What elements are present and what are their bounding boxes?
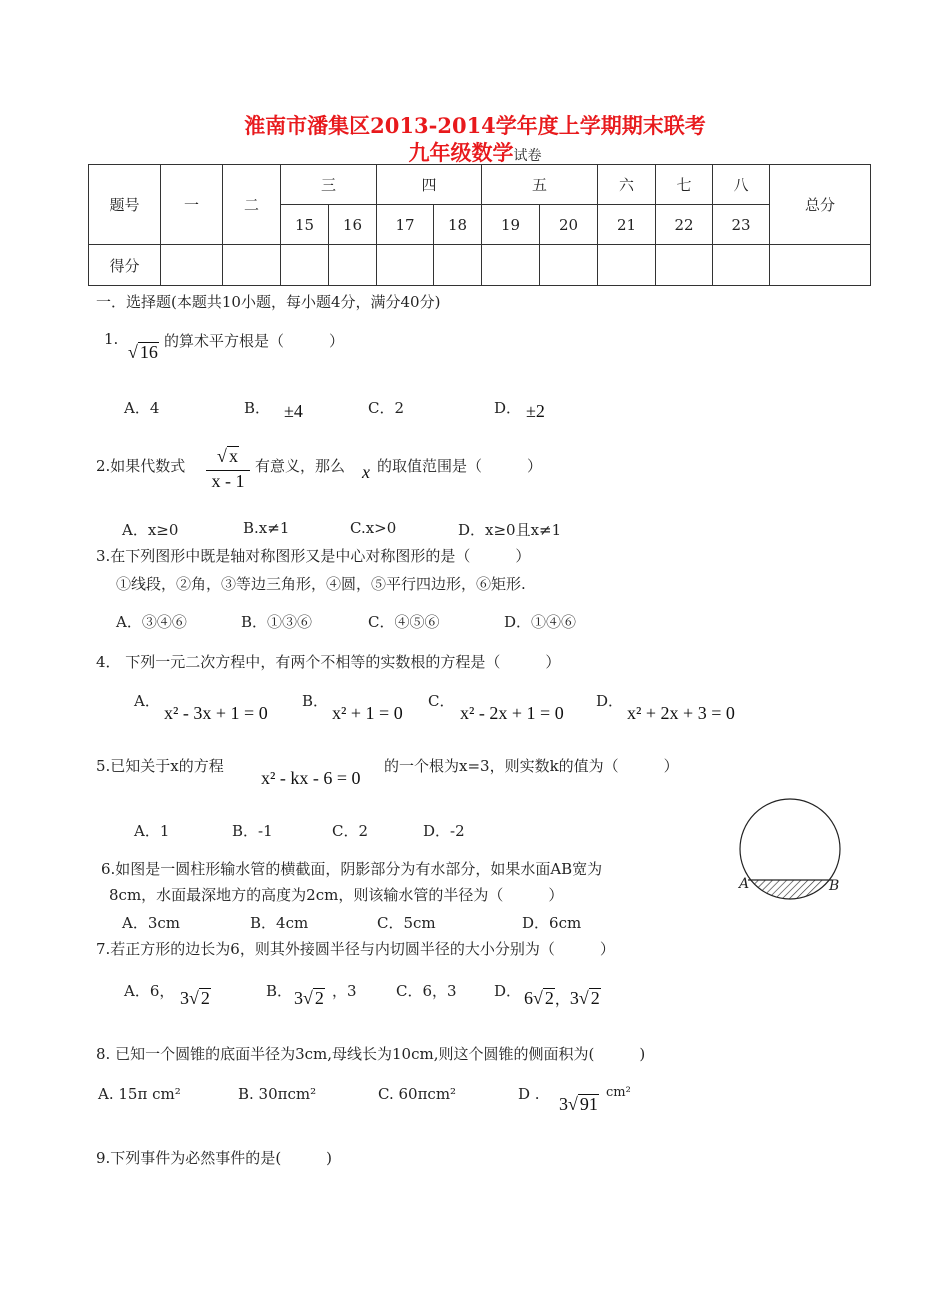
q7-option-b-tail: ，3 [332,982,357,1000]
q5-option-c: C．2 [332,822,369,840]
q7-d-coef1: 6 [524,988,533,1008]
q1-radical [128,342,159,363]
q8-option-c: C. 60πcm² [378,1085,457,1103]
q6-option-c: C．5cm [377,914,436,932]
q7-option-d-math [524,988,601,1009]
q2-prefix: 2.如果代数式 [96,457,186,475]
sqrt-icon: √ [303,988,313,1008]
section-4: 四 [377,165,482,205]
q5-math: x² - kx - 6 = 0 [261,768,361,788]
q7-option-d-label: D． [494,982,522,1000]
q7-b-radicand: 2 [314,988,324,1008]
qnum-22: 22 [656,205,713,245]
score-cell[interactable] [713,245,770,286]
q8-option-d-label: D . [518,1085,540,1103]
q8-d-coef: 3 [559,1094,568,1114]
q4-option-c-math: x² - 2x + 1 = 0 [460,703,564,723]
section-2: 二 [223,165,281,245]
score-cell[interactable] [598,245,656,286]
section-5: 五 [482,165,598,205]
score-cell[interactable] [482,245,540,286]
q7-option-a-math [180,988,211,1009]
q1-option-c: C．2 [368,399,405,417]
q2-fraction [206,446,250,492]
qnum-16: 16 [329,205,377,245]
q1-option-b-label: B． [244,399,271,417]
q3-option-a: A．③④⑥ [116,613,187,631]
q1-number: 1. [104,330,119,348]
q7-a-coef: 3 [180,988,189,1008]
q2-numerator [206,446,250,467]
q4-option-d-label: D． [596,692,624,710]
section-8: 八 [713,165,770,205]
score-cell[interactable] [377,245,434,286]
q5-option-b: B．-1 [232,822,273,840]
score-cell[interactable] [223,245,281,286]
q7-option-b-math [294,988,325,1009]
q2-var: x [362,462,370,482]
exam-title: 淮南市潘集区2013-2014学年度上学期期末联考 [244,113,706,138]
q7-d-coef2: 3 [569,988,579,1008]
q1-option-b-math: ±4 [284,401,303,421]
sqrt-icon: √ [533,988,543,1008]
q1-text: 的算术平方根是（ ） [164,332,345,350]
q8-d-radicand: 91 [579,1094,598,1114]
q1-radicand: 16 [139,342,158,362]
q7-b-coef: 3 [294,988,303,1008]
section-1: 一 [161,165,223,245]
q2-option-a: A．x≥0 [122,521,179,539]
q6-option-d: D．6cm [522,914,582,932]
q4-option-c-label: C． [428,692,455,710]
score-cell[interactable] [281,245,329,286]
qnum-21: 21 [598,205,656,245]
score-cell[interactable] [656,245,713,286]
q8-option-d-math [559,1094,599,1115]
sqrt-icon: √ [568,1094,578,1114]
q7-d-radicand1: 2 [544,988,554,1008]
q2-suffix: 的取值范围是（ ） [377,457,543,475]
exam-subtitle [0,137,950,167]
q4-option-a-math: x² - 3x + 1 = 0 [164,703,268,723]
sqrt-icon: √ [128,342,138,362]
sqrt-icon: √ [189,988,199,1008]
q1-option-a: A．4 [124,399,160,417]
q1-option-d-math: ±2 [526,401,545,421]
sqrt-icon: √ [578,988,589,1008]
q7-option-b-label: B． [266,982,293,1000]
q2-mid: 有意义，那么 [255,457,346,475]
section-heading: 一．选择题(本题共10小题，每小题4分，满分40分) [96,293,441,311]
qnum-17: 17 [377,205,434,245]
qnum-18: 18 [434,205,482,245]
q6-line1: 6.如图是一圆柱形输水管的横截面，阴影部分为有水部分，如果水面AB宽为 [101,860,603,878]
q8-option-b: B. 30πcm² [238,1085,317,1103]
q3-text: 3.在下列图形中既是轴对称图形又是中心对称图形的是（ ） [96,547,531,565]
subtitle-suffix: 试卷 [513,148,542,164]
figure-label-b: B [829,878,840,894]
q3-option-c: C．④⑤⑥ [368,613,440,631]
score-cell[interactable] [161,245,223,286]
q6-line2: 8cm，水面最深地方的高度为2cm，则该输水管的半径为（ ） [109,886,564,904]
q4-text: 4． 下列一元二次方程中，有两个不相等的实数根的方程是（ ） [96,653,561,671]
score-table [88,164,871,286]
score-cell[interactable] [770,245,871,286]
sqrt-icon: √ [217,446,227,466]
q6-option-b: B．4cm [250,914,309,932]
q2-option-b: B.x≠1 [243,519,290,537]
qnum-20: 20 [540,205,598,245]
q5-suffix: 的一个根为x=3，则实数k的值为（ ） [384,757,679,775]
q5-prefix: 5.已知关于x的方程 [96,757,224,775]
q4-option-b-label: B． [302,692,329,710]
q7-option-c: C．6，3 [396,982,457,1000]
q2-radicand: x [228,446,238,466]
label-total: 总分 [770,165,871,245]
section-7: 七 [656,165,713,205]
figure-label-a: A [739,876,750,892]
qnum-23: 23 [713,205,770,245]
q7-a-radicand: 2 [200,988,210,1008]
q8-option-d-unit: cm² [606,1085,631,1100]
q4-option-a-label: A． [134,692,160,710]
label-score: 得分 [89,245,161,286]
q3-option-d: D．①④⑥ [504,613,577,631]
q8-option-a: A. 15π cm² [98,1085,181,1103]
q7-option-a-label: A．6， [124,982,175,1000]
qnum-15: 15 [281,205,329,245]
q5-option-a: A．1 [134,822,170,840]
q4-option-d-math: x² + 2x + 3 = 0 [627,703,735,723]
q7-text: 7.若正方形的边长为6，则其外接圆半径与内切圆半径的大小分别为（ ） [96,940,615,958]
section-6: 六 [598,165,656,205]
q2-option-c: C.x>0 [350,519,397,537]
q3-list: ①线段，②角，③等边三角形，④圆，⑤平行四边形，⑥矩形. [116,575,526,593]
q6-option-a: A．3cm [122,914,181,932]
q2-denominator: x - 1 [206,470,250,492]
q8-text: 8. 已知一个圆锥的底面半径为3cm,母线长为10cm,则这个圆锥的侧面积为( ) [96,1045,646,1063]
score-cell[interactable] [434,245,482,286]
qnum-19: 19 [482,205,540,245]
q1-option-d-label: D． [494,399,522,417]
score-cell[interactable] [329,245,377,286]
q2-option-d: D．x≥0且x≠1 [458,521,562,539]
label-questions: 题号 [89,165,161,245]
subtitle-main: 九年级数学 [408,140,514,165]
score-cell[interactable] [540,245,598,286]
q7-d-comma: ， [554,992,570,1008]
q9-text: 9.下列事件为必然事件的是( ) [96,1149,333,1167]
q4-option-b-math: x² + 1 = 0 [332,703,403,723]
q3-option-b: B．①③⑥ [241,613,313,631]
q7-d-radicand2: 2 [590,988,600,1008]
section-3: 三 [281,165,377,205]
q5-option-d: D．-2 [423,822,465,840]
